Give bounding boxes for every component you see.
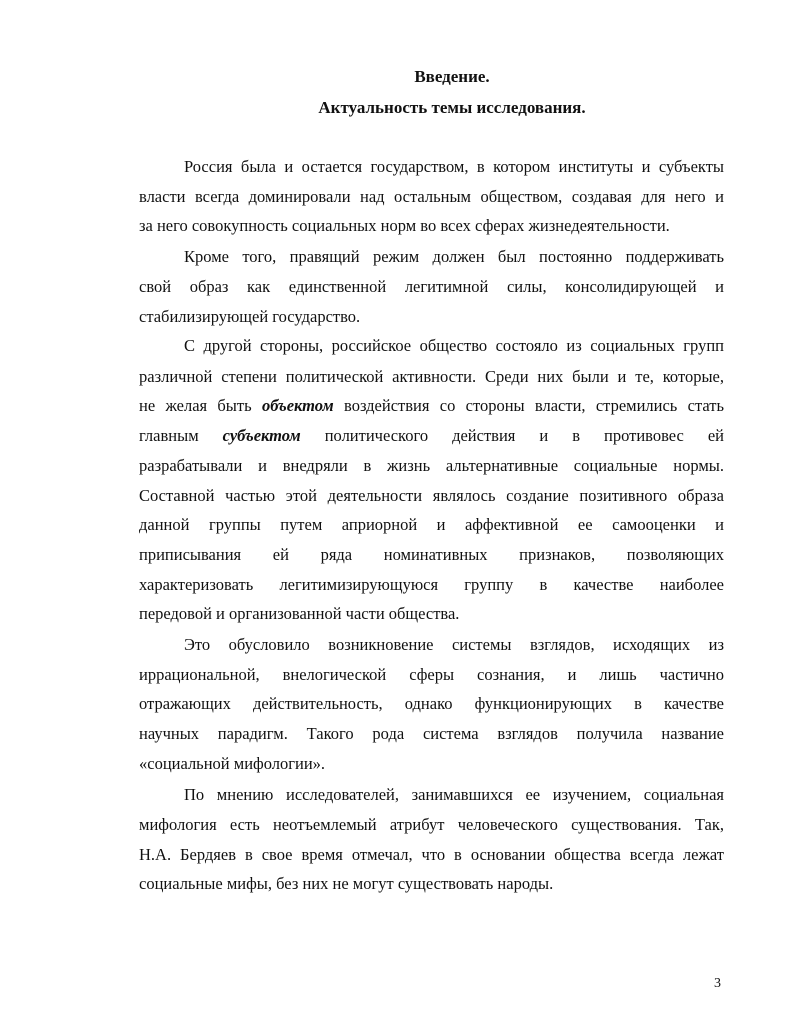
paragraph-line: различной степени политической активности. Среди них были и те, которые,	[139, 367, 724, 386]
paragraph-line: С другой стороны, российское общество состояло из социальных групп	[184, 336, 724, 355]
paragraph-line-with-emphasis	[139, 396, 724, 416]
paragraph-line: передовой и организованной части общества.	[139, 604, 460, 623]
line-text: главным	[139, 426, 223, 445]
paragraph-line: Россия была и остается государством, в котором институты и субъекты	[184, 157, 724, 176]
paragraph-line: По мнению исследователей, занимавшихся ее изучением, социальная	[184, 785, 724, 804]
paragraph-line: данной группы путем априорной и аффективной ее самооценки и	[139, 515, 724, 534]
paragraph-line-with-emphasis	[139, 426, 724, 446]
emphasized-term: объектом	[261, 396, 334, 415]
paragraph-line: приписывания ей ряда номинативных признаков, позволяющих	[139, 545, 724, 564]
paragraph-line: Н.А. Бердяев в свое время отмечал, что в основании общества всегда лежат	[139, 845, 724, 864]
page-number: 3	[714, 976, 721, 991]
paragraph-line: характеризовать легитимизирующуюся группу в качестве наиболее	[139, 575, 724, 594]
emphasized-term: субъектом	[222, 426, 301, 445]
paragraph-line: мифология есть неотъемлемый атрибут человеческого существования. Так,	[139, 815, 724, 834]
paragraph-line: социальные мифы, без них не могут существовать народы.	[139, 874, 554, 893]
line-text: не желая быть	[139, 396, 262, 415]
document-subtitle: Актуальность темы исследования.	[318, 98, 586, 117]
paragraph-line: иррациональной, внелогической сферы сознания, и лишь частично	[139, 665, 724, 684]
line-text: воздействия со стороны власти, стремились стать	[333, 396, 724, 415]
document-title: Введение.	[414, 67, 490, 86]
paragraph-line: власти всегда доминировали над остальным обществом, создавая для него и	[139, 187, 724, 206]
paragraph-line: свой образ как единственной легитимной силы, консолидирующей и	[139, 277, 724, 296]
line-text: политического действия и в противовес ей	[300, 426, 724, 445]
paragraph-line: Составной частью этой деятельности являлось создание позитивного образа	[139, 486, 724, 505]
paragraph-line: разрабатывали и внедряли в жизнь альтернативные социальные нормы.	[139, 456, 724, 475]
paragraph-line: отражающих действительность, однако функционирующих в качестве	[139, 694, 724, 713]
paragraph-line: за него совокупность социальных норм во всех сферах жизнедеятельности.	[139, 216, 670, 235]
paragraph-line: стабилизирующей государство.	[139, 307, 361, 326]
paragraph-line: Это обусловило возникновение системы взглядов, исходящих из	[184, 635, 724, 654]
paragraph-line: Кроме того, правящий режим должен был постоянно поддерживать	[184, 247, 724, 266]
paragraph-line: научных парадигм. Такого рода система взглядов получила название	[139, 724, 724, 743]
paragraph-line: «социальной мифологии».	[139, 754, 326, 773]
